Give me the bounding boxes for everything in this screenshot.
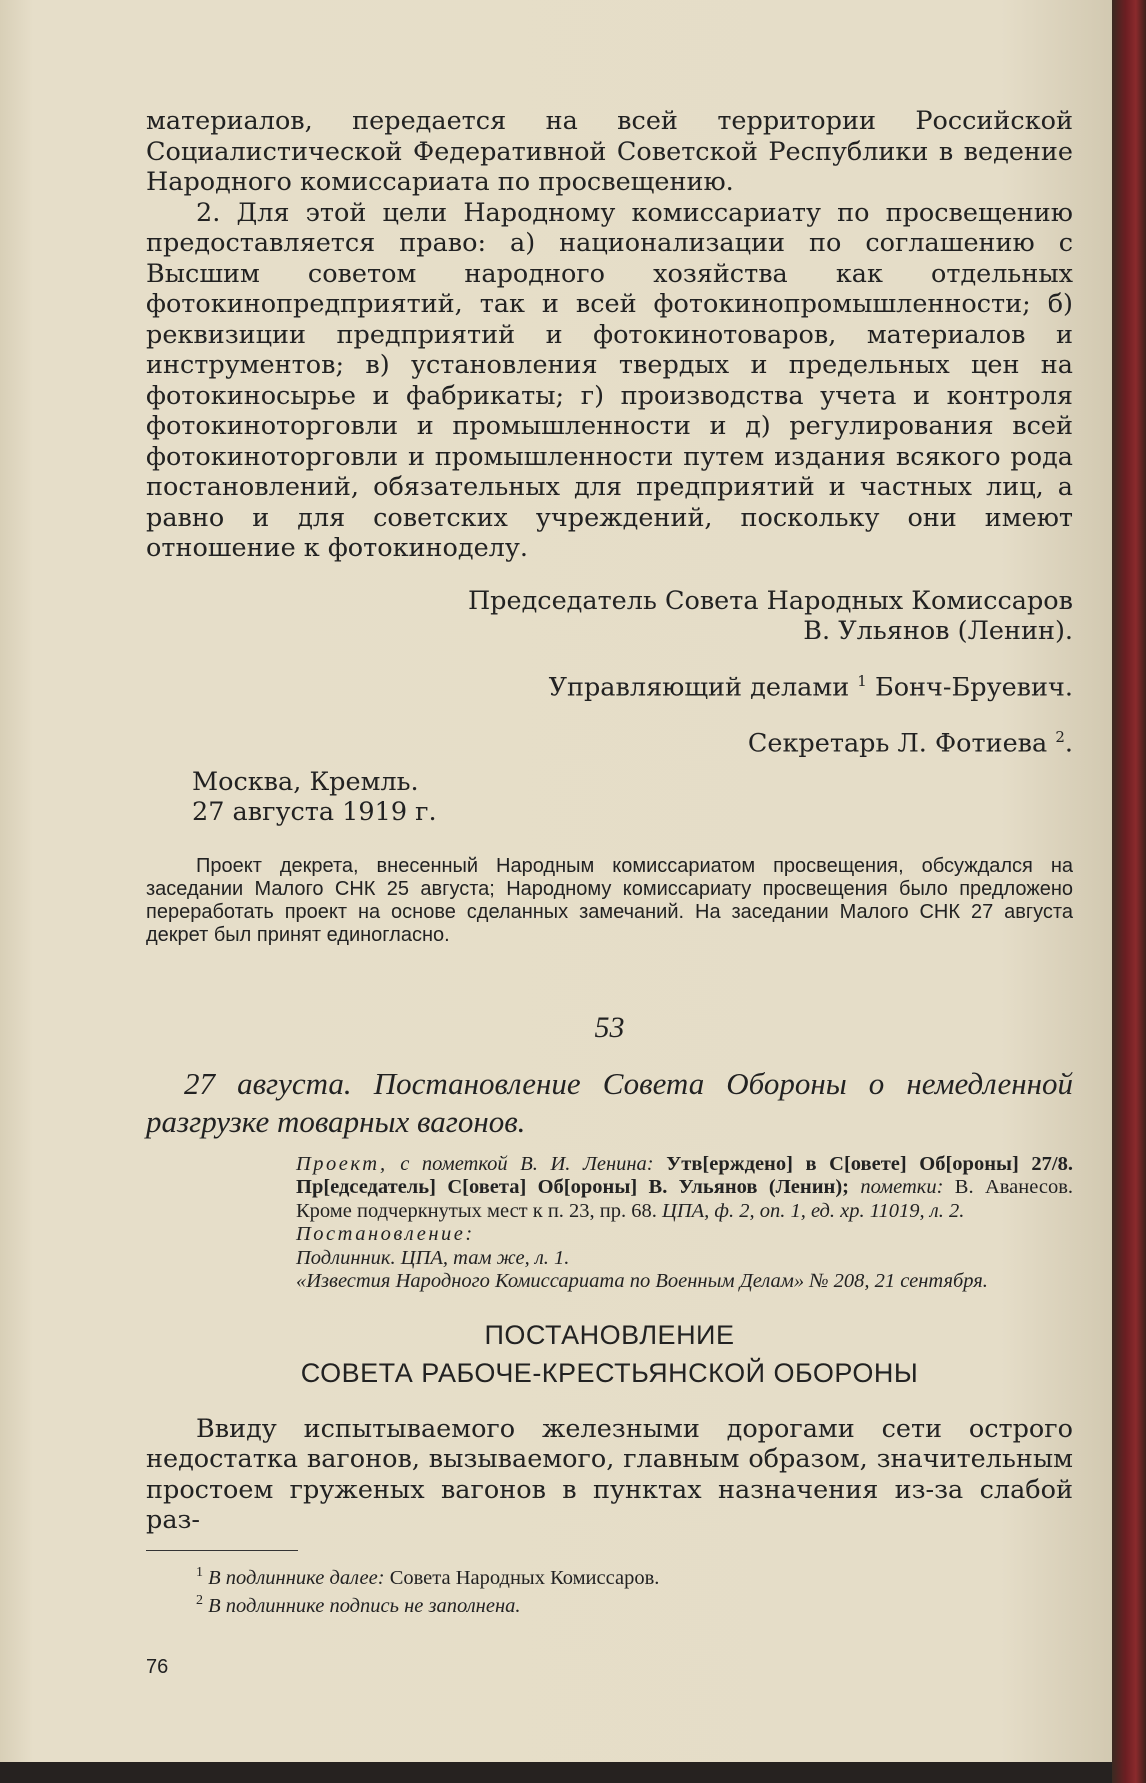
editorial-note: Проект декрета, внесенный Народным комиссариатом просвещения, обсуждался на заседании Малого СНК 25 августа; Народному комиссариату просвещения было предложено переработать проект на основе сделанных замечаний. На заседании Малого СНК 27 августа декрет был принят единогласно. [146, 854, 1073, 946]
footnote-1: $^1$ В подлиннике далее: Совета Народных Комиссаров. [196, 1564, 660, 1589]
decree-title-line-1: ПОСТАНОВЛЕНИЕ [484, 1319, 735, 1350]
manager-signature [146, 666, 1073, 703]
place-date [146, 767, 1073, 827]
chair-name: В. Ульянов (Ленин). [803, 615, 1073, 646]
secretary-name: Секретарь Л. Фотиева [747, 728, 1048, 759]
decree-title-line-2: СОВЕТА РАБОЧЕ-КРЕСТЬЯНСКОЙ ОБОРОНЫ [300, 1357, 919, 1388]
chair-title: Председатель Совета Народных Комиссаров [467, 585, 1073, 616]
document-heading: 27 августа. Постановление Совета Обороны о немедленной разгрузке товарных вагонов. [146, 1065, 1073, 1139]
footnote-2: $^2$ В подлиннике подпись не заполнена. [196, 1593, 521, 1618]
decree-body: Ввиду испытываемого железными дорогами сети острого недостатка вагонов, вызываемого, главным образом, значительным простоем груженых вагонов в пунктах назначения из-за слабой раз- [146, 1413, 1073, 1535]
archive-line-2: Постановление: [296, 1223, 475, 1245]
secretary-end: . [1064, 728, 1073, 759]
footnote-mark-1: 1 [857, 671, 867, 690]
book-binding [1112, 0, 1146, 1783]
footnote-mark-2: 2 [1055, 728, 1065, 746]
footnotes [146, 1561, 1073, 1619]
footnote-divider [146, 1550, 298, 1551]
archive-references [146, 1153, 1073, 1294]
page-bottom-edge [0, 1762, 1112, 1783]
manager-prefix: Управляющий делами [548, 672, 850, 702]
archive-line-3: Подлинник. ЦПА, там же, л. 1. [296, 1246, 570, 1269]
date: 27 августа 1919 г. [192, 796, 437, 827]
secretary-signature [146, 722, 1073, 759]
archive-line-1: Проект, с пометкой В. И. Ленина: Утв[ерждено] в С[овете] Об[ороны] 27/8. Пр[едседатель] С[овета] Об[ороны] В. Ульянов (Ленин); пометки: В. Аванесов. Кроме подчеркнутых мест к п. 23, пр. 68. ЦПА, ф. 2, оп. 1, ед. хр. 11019, л. 2. [296, 1152, 1073, 1222]
document-number: 53 [594, 1010, 625, 1044]
manager-name: Бонч-Бруевич. [874, 672, 1073, 702]
signature-block [146, 586, 1073, 759]
page-content [146, 106, 1073, 1679]
paragraph-1: материалов, передается на всей территории Российской Социалистической Федеративной Советской Республики в ведение Народного комиссариата по просвещению. [146, 106, 1073, 197]
decree-title [146, 1316, 1073, 1392]
archive-line-4: «Известия Народного Комиссариата по Военным Делам» № 208, 21 сентября. [296, 1270, 988, 1292]
page-number: 76 [146, 1656, 169, 1679]
place: Москва, Кремль. [192, 766, 419, 797]
paragraph-2: 2. Для этой цели Народному комиссариату по просвещению предоставляется право: а) национализации по соглашению с Высшим советом народного хозяйства как отдельных фотокинопредприятий, так и всей фотокинопромышленности; б) реквизиции предприятий и фотокинотоваров, материалов и инструментов; в) установления твердых и предельных цен на фотокиносырье и фабрикаты; г) производства учета и контроля фотокиноторговли и промышленности и д) регулирования всей фотокиноторговли и промышленности путем издания всякого рода постановлений, обязательных для предприятий и частных лиц, а равно и для советских учреждений, поскольку они имеют отношение к фотокиноделу. [146, 197, 1073, 563]
